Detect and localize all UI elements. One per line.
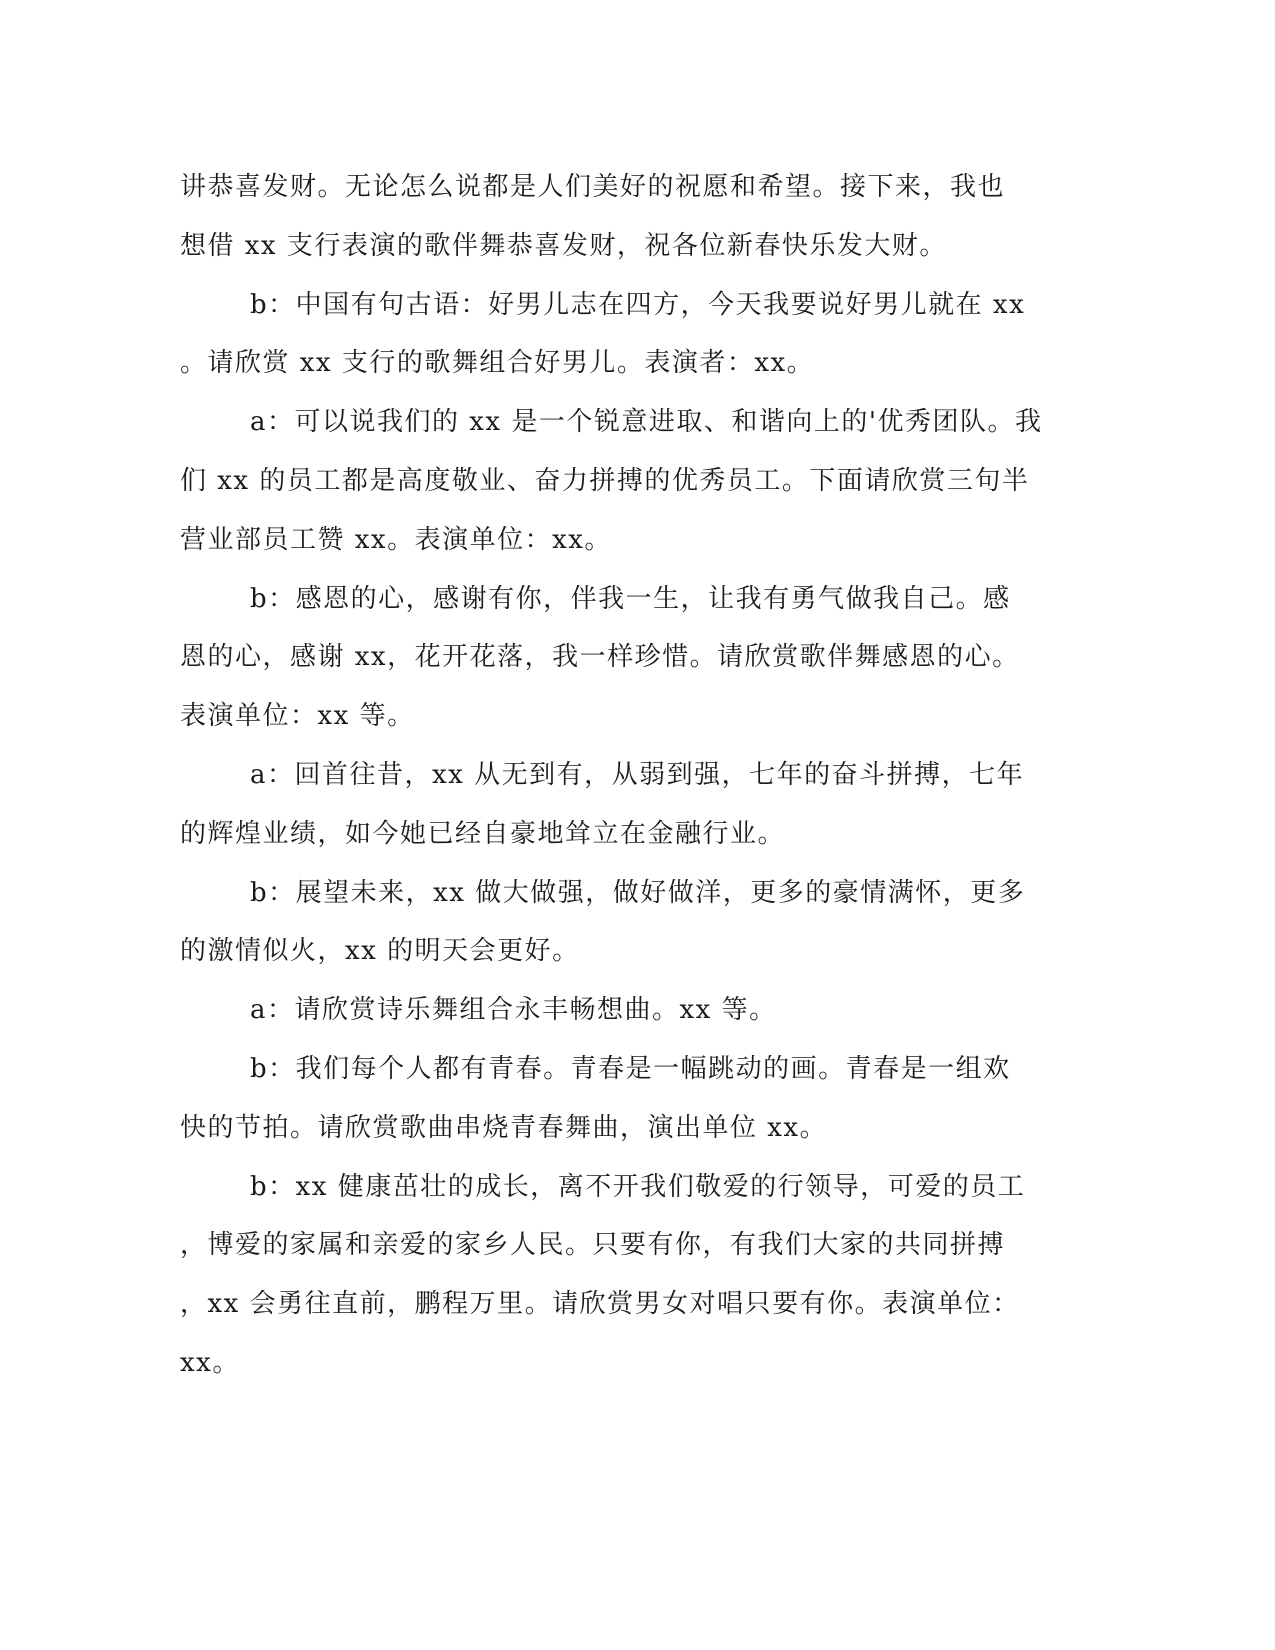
text-line: 表演单位：xx 等。 <box>180 701 415 732</box>
text-line: 的辉煌业绩，如今她已经自豪地耸立在金融行业。 <box>180 818 786 849</box>
text-line: xx。 <box>180 1347 240 1378</box>
document-body <box>180 158 1043 1393</box>
text-line: b：中国有句古语：好男儿志在四方，今天我要说好男儿就在 xx <box>250 289 1026 320</box>
text-line: a：请欣赏诗乐舞组合永丰畅想曲。xx 等。 <box>250 995 777 1026</box>
text-line: b：xx 健康茁壮的成长，离不开我们敬爱的行领导，可爱的员工 <box>250 1171 1026 1202</box>
text-line: ，博爱的家属和亲爱的家乡人民。只要有你，有我们大家的共同拼搏 <box>180 1230 1006 1261</box>
text-line: 快的节拍。请欣赏歌曲串烧青春舞曲，演出单位 xx。 <box>180 1112 828 1143</box>
text-line: 的激情似火，xx 的明天会更好。 <box>180 936 580 967</box>
text-line: 。请欣赏 xx 支行的歌舞组合好男儿。表演者：xx。 <box>180 348 815 379</box>
text-line: b：我们每个人都有青春。青春是一幅跳动的画。青春是一组欢 <box>250 1053 1011 1084</box>
text-line: 们 xx 的员工都是高度敬业、奋力拼搏的优秀员工。下面请欣赏三句半 <box>180 465 1030 496</box>
text-line: ，xx 会勇往直前，鹏程万里。请欣赏男女对唱只要有你。表演单位： <box>180 1289 1020 1320</box>
text-line: 想借 xx 支行表演的歌伴舞恭喜发财，祝各位新春快乐发大财。 <box>180 230 947 261</box>
text-line: a：可以说我们的 xx 是一个锐意进取、和谐向上的'优秀团队。我 <box>250 407 1043 438</box>
text-line: b：展望未来，xx 做大做强，做好做洋，更多的豪情满怀，更多 <box>250 877 1026 908</box>
text-line: 营业部员工赞 xx。表演单位：xx。 <box>180 524 612 555</box>
text-line: b：感恩的心，感谢有你，伴我一生，让我有勇气做我自己。感 <box>250 583 1011 614</box>
text-line: a：回首往昔，xx 从无到有，从弱到强，七年的奋斗拼搏，七年 <box>250 759 1025 790</box>
text-line: 讲恭喜发财。无论怎么说都是人们美好的祝愿和希望。接下来，我也 <box>180 172 1006 202</box>
text-line: 恩的心，感谢 xx，花开花落，我一样珍惜。请欣赏歌伴舞感恩的心。 <box>180 642 1020 673</box>
